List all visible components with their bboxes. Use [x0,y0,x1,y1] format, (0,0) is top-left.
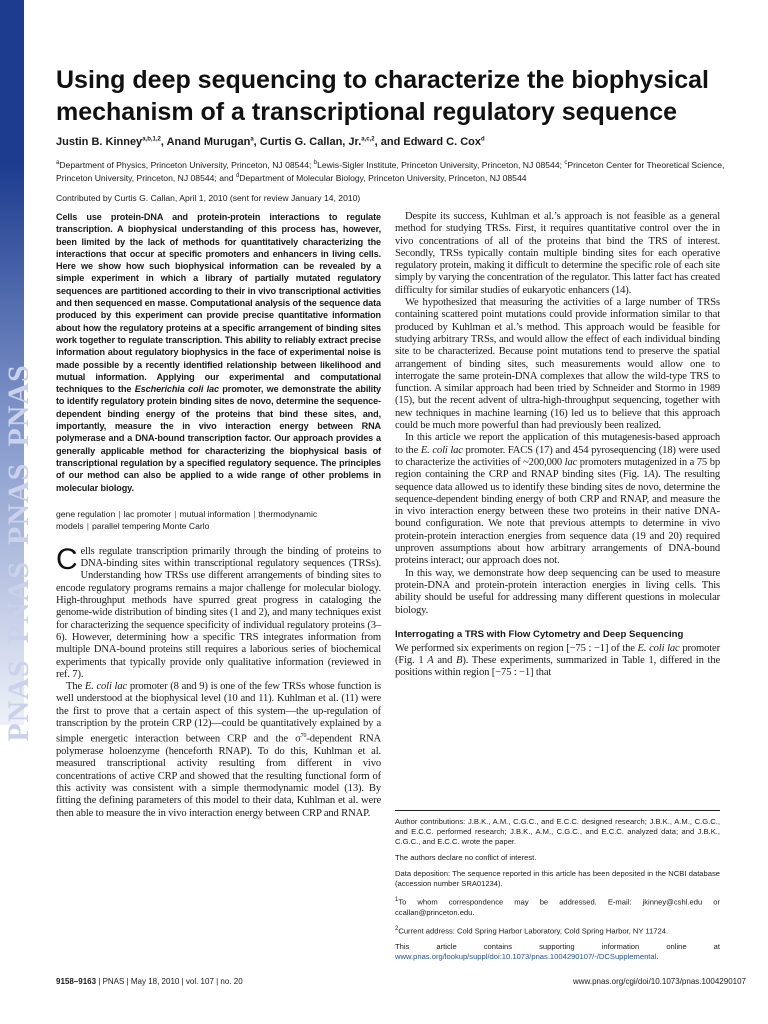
left-column [56,211,381,820]
author-list [56,136,746,148]
italic-text: E. coli lac [84,681,128,693]
body-paragraph [56,681,381,820]
affil-sup: d [235,172,240,179]
paragraph-text: We performed six experiments on region [−75 : −1] of the [395,642,638,654]
body-paragraph: Despite its success, Kuhlman et al.’s approach is not feasible as a general method for studying TRSs. First, it requires quantitative control over the in vivo concentrations of all of the proteins that bind the TRS of interest. Secondly, TRSs typically contain multiple binding sites for each operative regulatory protein, making it difficult to determine the specific role of each site simply by varying the concentration of the regulator. This latter fact has created difficulty for similar studies of eukaryotic enhancers (14). [395,211,720,296]
author-affil-sup: a,c,2 [361,136,375,143]
affiliations [56,158,746,184]
author-name: Anand Murugan [166,136,251,148]
paragraph-text: promoter (Fig. 1 [395,642,720,667]
supporting-info-note [395,942,720,962]
footnotes [395,810,720,968]
correspondence-note [395,895,720,918]
note-text: . [656,952,659,962]
paragraph-text: ells regulate transcription primarily through the binding of proteins to DNA-binding sites within transcriptional regulatory sequences (TRSs). Understanding how TRSs use different arrangements of binding sites to encode regulatory programs remains a major challenge for molecular biology. High-throughput methods have spurred great progress in cataloging the genome-wide distribution of binding sites (1 and 2), and many techniques exist for characterizing the sequence specificity of individual regulatory proteins (3–6). However, determining how a specific TRS integrates information from multiple DNA-bound proteins still requires a laborious series of biochemical experiments that typically provide only qualitative information (reviewed in ref. 7). [56,545,381,680]
body-paragraph [395,643,720,680]
page-range: 9158–9163 [56,977,97,986]
data-deposition: Data deposition: The sequence reported in this article has been deposited in the NCBI database (accession number SRA01234). [395,869,720,888]
abstract-italic: Escherichia coli lac [134,384,219,395]
superscript: 70 [300,733,307,740]
note-sup: 2 [395,925,399,932]
note-text: To whom correspondence may be addressed. E-mail: jkinney@cshl.edu or ccallan@princeton.edu. [395,897,720,917]
note-text: Current address: Cold Spring Harbor Laboratory, Cold Spring Harbor, NY 11724. [398,926,669,936]
keyword: mutual information [179,508,251,519]
italic-text: lac [564,456,578,468]
keywords: gene regulation | lac promoter | mutual information | thermodynamic models | parallel tempering Monte Carlo [56,508,318,531]
affiliation: Department of Physics, Princeton University, Princeton, NJ 08544; [59,159,314,170]
section-heading: Interrogating a TRS with Flow Cytometry and Deep Sequencing [395,628,684,640]
keyword: thermodynamic models [56,508,318,531]
conflict-statement: The authors declare no conflict of interest. [395,853,537,862]
italic-text: A [427,655,434,667]
italic-text: E. coli lac [420,444,463,456]
footer-citation [56,977,243,986]
watermark-word: PNAS [2,659,35,742]
current-address-note [395,924,720,937]
watermark-word: PNAS [2,560,35,644]
paragraph-text: -dependent RNA polymerase holoenzyme (henceforth RNAP). To do this, Kuhlman et al. measured transcriptional activity resulting from different in vivo concentrations of active CRP and showed that the resulting functional form of this activity was consistent with a simple thermodynamic model (13). By fitting the defining parameters of this model to their data, Kuhlman et al. were then able to measure the in vivo interaction energy between CRP and RNAP. [56,733,381,819]
affiliation: Lewis-Sigler Institute, Princeton University, Princeton, NJ 08544; [317,159,565,170]
note-sup: 1 [395,897,399,903]
pnas-sidebar [0,0,35,1024]
keyword: gene regulation [56,508,116,519]
paragraph-text: promoters mutagenized in a 75 bp region containing the CRP and RNAP binding sites (Fig. 1 [395,456,720,481]
keyword: lac promoter [123,508,172,519]
sidebar-band [0,0,24,165]
article-title: Using deep sequencing to characterize the biophysical mechanism of a transcriptional regulatory sequence [56,66,709,126]
footer-doi: www.pnas.org/cgi/doi/10.1073/pnas.1004290107 [572,977,746,986]
author-name: Justin B. Kinney [56,136,143,148]
abstract-text: promoter, we demonstrate the ability to identify regulatory protein binding sites de novo, determine the sequence-dependent binding energy of the proteins that bind these sites, and, importantly, measure the in vivo interaction energy between RNA polymerase and a DNA-bound transcription factor. Our approach provides a generally applicable method for characterizing the biophysical basis of transcriptional regulation by a specified regulatory sequence. The principles of our method can also be applied to a wide range of other problems in molecular biology. [56,384,381,493]
author-separator: , and [374,136,404,148]
note-text: This article contains supporting information online at [395,942,720,952]
italic-text: A [648,469,655,481]
pnas-watermark [2,348,36,840]
author-affil-sup: a,b,1,2 [142,136,161,143]
affiliation: Princeton Center for Theoretical Science, Princeton University, Princeton, NJ 08544; and [56,159,725,183]
author-affil-sup: d [480,136,485,143]
watermark-word: PNAS [2,757,35,840]
body-paragraph: We hypothesized that measuring the activities of a large number of TRSs containing scattered point mutations could provide information similar to that produced by Kuhlman et al.’s method. This approach would be feasible for studying arbitrary TRSs, and would allow the effect of each individual binding site to be characterized. Because point mutations tend to preserve the spatial arrangement of binding sites, such measurements would allow one to interrogate the same protein-DNA complexes that allow the wild-type TRS to function. A similar approach had been tried by Schneider and Stormo in 1989 (15), but the recent advent of ultra-high-throughput sequencing, together with new techniques in machine learning (16) led us to believe that this approach could be much more powerful than had previously been realized. [395,297,720,432]
italic-text: E. coli lac [637,642,680,654]
abstract [56,211,381,494]
affil-sup: a [56,160,60,166]
keyword: parallel tempering Monte Carlo [91,520,210,531]
body-paragraph [395,432,720,567]
affil-sup: c [564,160,568,166]
italic-text: B [456,655,463,667]
author-separator: , [160,136,167,148]
paragraph-text: In this article we report the application of this mutagenesis-based approach to the [395,432,720,456]
author-contributions: Author contributions: J.B.K., A.M., C.G.C., and E.C.C. designed research; J.B.K., A.M., C.G.C., and E.C.C. performed research; J.B.K., A.M., C.G.C., and E.C.C. analyzed data; and J.B.K., C.G.C., and E.C.C. wrote the paper. [395,817,720,846]
paragraph-text: ). These experiments, summarized in Table 1, differed in the positions within region [−75 : −1] that [395,655,721,679]
abstract-text: Cells use protein-DNA and protein-protein interactions to regulate transcription. A biophysical understanding of this process has, however, been limited by the lack of methods for quantitatively characterizing the interactions that occur at specific promoters and enhancers in living cells. Here we show how such biophysical information can be revealed by a simple experiment in which a library of partially mutated regulatory sequences are partitioned according to their in vivo transcriptional activities and then sequenced en masse. Computational analysis of the sequence data produced by this experiment can provide precise quantitative information about how the regulatory proteins at a specific arrangement of binding sites work together to regulate transcription. This ability to reliably extract precise information about regulatory biophysics in the face of experimental noise is made possible by a recently identified relationship between likelihood and mutual information. Applying our experimental and computational techniques to the [56,212,381,395]
paragraph-text: and [433,655,456,667]
affiliation: Department of Molecular Biology, Princeton University, Princeton, NJ 08544 [239,172,527,183]
journal-info: | PNAS | May 18, 2010 | vol. 107 | no. 20 [96,977,243,986]
watermark-word: PNAS [2,364,35,447]
paragraph-text: The [66,681,85,693]
supplemental-link[interactable]: www.pnas.org/lookup/suppl/doi:10.1073/pnas.1004290107/-/DCSupplemental [395,952,657,962]
watermark-word: PNAS [2,462,35,545]
paragraph-text: ). The resulting sequence data allowed us to identify these binding sites de novo, determine the sequence-dependent binding energy of both CRP and RNAP, and measure the in vivo interaction energy between these two proteins in their native DNA-bound configuration. We note that previous attempts to determine in vivo protein-protein interaction energies from sequence data (19 and 20) required unproven assumptions about how arbitrary arrangements of DNA-bound proteins interact; our approach does not. [395,469,720,567]
body-paragraph: In this way, we demonstrate how deep sequencing can be used to measure protein-DNA and protein-protein interaction energies in living cells. This ability should be useful for addressing many different questions in molecular biology. [395,567,720,616]
paragraph-text: promoter. FACS (17) and 454 pyrosequencing (18) were used to characterize the activities of ~200,000 [395,444,720,468]
author-affil-sup: a [250,136,254,143]
paragraph-text: promoter (8 and 9) is one of the few TRSs whose function is well understood at the biophysical level (10 and 11). Kuhlman et al. (11) were the first to prove that a certain aspect of this system—the up-regulation of transcription by the protein CRP (12)—could be quantitatively explained by a simple energetic interaction between CRP and the σ [56,681,381,745]
contributed-line: Contributed by Curtis G. Callan, April 1, 2010 (sent for review January 14, 2010) [56,193,361,203]
author-separator: , [253,136,260,148]
dropcap: C [56,542,78,576]
author-name: Edward C. Cox [403,136,481,148]
right-column [395,211,720,680]
author-name: Curtis G. Callan, Jr. [259,136,362,148]
intro-paragraph [56,542,381,681]
affil-sup: b [313,160,318,166]
